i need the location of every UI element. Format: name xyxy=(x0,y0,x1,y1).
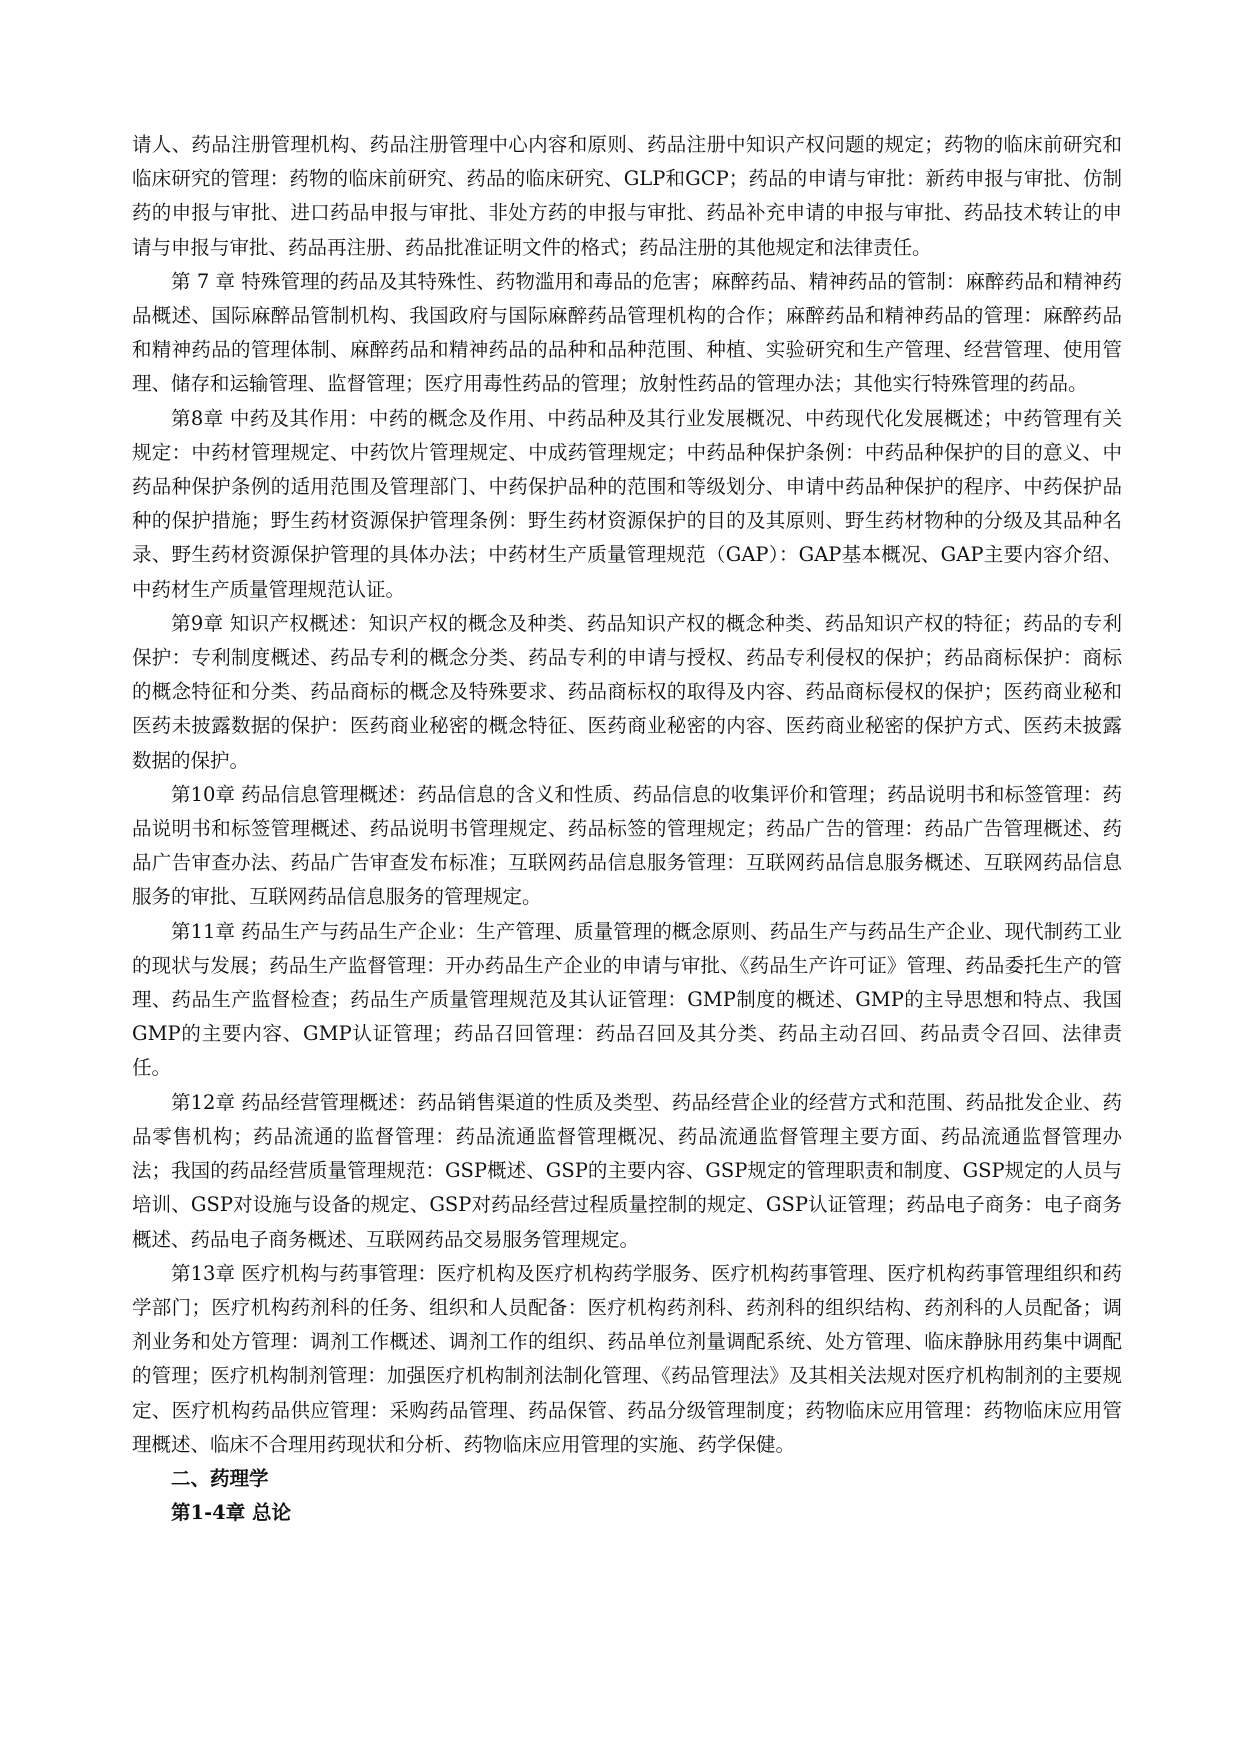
paragraph-chapter-10: 第10章 药品信息管理概述：药品信息的含义和性质、药品信息的收集评价和管理；药品说明书和标签管理：药品说明书和标签管理概述、药品说明书管理规定、药品标签的管理规定；药品广告的管理：药品广告管理概述、药品广告审查办法、药品广告审查发布标准；互联网药品信息服务管理：互联网药品信息服务概述、互联网药品信息服务的审批、互联网药品信息服务的管理规定。 xyxy=(132,782,1122,909)
paragraph-chapter-8: 第8章 中药及其作用：中药的概念及作用、中药品种及其行业发展概况、中药现代化发展概述；中药管理有关规定：中药材管理规定、中药饮片管理规定、中成药管理规定；中药品种保护条例：中药品种保护的目的意义、中药品种保护条例的适用范围及管理部门、中药保护品种的范围和等级划分、申请中药品种保护的程序、中药保护品种的保护措施；野生药材资源保护管理条例：野生药材资源保护的目的及其原则、野生药材物种的分级及其品种名录、野生药材资源保护管理的具体办法；中药材生产质量管理规范（GAP）：GAP基本概况、GAP主要内容介绍、中药材生产质量管理规范认证。 xyxy=(132,406,1122,601)
paragraph-chapter-11: 第11章 药品生产与药品生产企业：生产管理、质量管理的概念原则、药品生产与药品生产企业、现代制药工业的现状与发展；药品生产监督管理：开办药品生产企业的申请与审批、《药品生产许可证》管理、药品委托生产的管理、药品生产监督检查；药品生产质量管理规范及其认证管理：GMP制度的概述、GMP的主导思想和特点、我国GMP的主要内容、GMP认证管理；药品召回管理：药品召回及其分类、药品主动召回、药品责令召回、法律责任。 xyxy=(132,919,1122,1080)
paragraph-chapter-9: 第9章 知识产权概述：知识产权的概念及种类、药品知识产权的概念种类、药品知识产权的特征；药品的专利保护：专利制度概述、药品专利的概念分类、药品专利的申请与授权、药品专利侵权的保护；药品商标保护：商标的概念特征和分类、药品商标的概念及特殊要求、药品商标权的取得及内容、药品商标侵权的保护；医药商业秘和医药未披露数据的保护：医药商业秘密的概念特征、医药商业秘密的内容、医药商业秘密的保护方式、医药未披露数据的保护。 xyxy=(132,611,1122,772)
paragraph-chapter-12: 第12章 药品经营管理概述：药品销售渠道的性质及类型、药品经营企业的经营方式和范围、药品批发企业、药品零售机构；药品流通的监督管理：药品流通监督管理概况、药品流通监督管理主要方面、药品流通监督管理办法；我国的药品经营质量管理规范：GSP概述、GSP的主要内容、GSP规定的管理职责和制度、GSP规定的人员与培训、GSP对设施与设备的规定、GSP对药品经营过程质量控制的规定、GSP认证管理；药品电子商务：电子商务概述、药品电子商务概述、互联网药品交易服务管理规定。 xyxy=(132,1090,1122,1251)
paragraph-chapter-7: 第 7 章 特殊管理的药品及其特殊性、药物滥用和毒品的危害；麻醉药品、精神药品的管制：麻醉药品和精神药品概述、国际麻醉品管制机构、我国政府与国际麻醉药品管理机构的合作；麻醉药品和精神药品的管理：麻醉药品和精神药品的管理体制、麻醉药品和精神药品的品种和品种范围、种植、实验研究和生产管理、经营管理、使用管理、储存和运输管理、监督管理；医疗用毒性药品的管理；放射性药品的管理办法；其他实行特殊管理的药品。 xyxy=(132,269,1122,396)
paragraph-chapter-13: 第13章 医疗机构与药事管理：医疗机构及医疗机构药学服务、医疗机构药事管理、医疗机构药事管理组织和药学部门；医疗机构药剂科的任务、组织和人员配备：医疗机构药剂科、药剂科的组织结构、药剂科的人员配备；调剂业务和处方管理：调剂工作概述、调剂工作的组织、药品单位剂量调配系统、处方管理、临床静脉用药集中调配的管理；医疗机构制剂管理：加强医疗机构制剂法制化管理、《药品管理法》及其相关法规对医疗机构制剂的主要规定、医疗机构药品供应管理：采购药品管理、药品保管、药品分级管理制度；药物临床应用管理：药物临床应用管理概述、临床不合理用药现状和分析、药物临床应用管理的实施、药学保健。 xyxy=(132,1261,1122,1456)
sub-heading: 第1-4章 总论 xyxy=(171,1501,292,1525)
document-page xyxy=(132,128,1122,1530)
section-heading: 二、药理学 xyxy=(171,1466,269,1490)
paragraph-registration-continued: 请人、药品注册管理机构、药品注册管理中心内容和原则、药品注册中知识产权问题的规定；药物的临床前研究和临床研究的管理：药物的临床前研究、药品的临床研究、GLP和GCP；药品的申请与审批：新药申报与审批、仿制药的申报与审批、进口药品申报与审批、非处方药的申报与审批、药品补充申请的申报与审批、药品技术转让的申请与申报与审批、药品再注册、药品批准证明文件的格式；药品注册的其他规定和法律责任。 xyxy=(132,133,1122,259)
